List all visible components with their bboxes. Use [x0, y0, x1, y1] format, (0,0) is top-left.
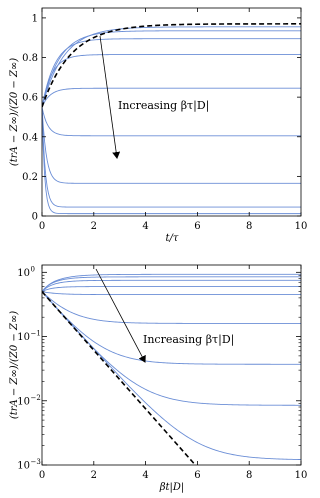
bottom-plot-y-axis-label: (trA − Z∞)/(Z0 − Z∞)	[9, 310, 20, 420]
y-tick-label: 10	[17, 396, 30, 408]
x-tick-label: 6	[194, 470, 201, 481]
y-tick-label: 0.6	[22, 92, 38, 104]
x-tick-label: 6	[194, 221, 201, 232]
y-tick-exponent: −3	[30, 458, 41, 466]
y-tick-label: 10	[17, 332, 30, 344]
y-tick-label: 0	[31, 211, 38, 223]
bottom-plot-curves	[42, 274, 301, 498]
series-line	[42, 292, 301, 295]
top-plot-ticks	[22, 8, 307, 232]
series-line	[42, 287, 301, 292]
dashed-reference-line	[42, 24, 301, 107]
y-tick-label: 0.2	[22, 171, 38, 183]
y-tick-label: 1	[31, 13, 38, 25]
x-tick-label: 0	[38, 221, 46, 232]
bottom-plot-annotation: Increasing βτ|D|	[143, 333, 235, 346]
y-tick-label: 10	[17, 267, 30, 279]
x-tick-label: 8	[246, 470, 253, 481]
top-plot-annotation: Increasing βτ|D|	[118, 99, 210, 112]
series-line	[42, 292, 301, 406]
series-line	[42, 107, 301, 214]
x-tick-label: 2	[90, 470, 97, 481]
y-tick-exponent: 0	[30, 265, 35, 274]
series-line	[42, 277, 301, 292]
dashed-reference-line	[42, 292, 301, 498]
x-tick-label: 4	[142, 470, 149, 481]
bottom-plot-x-axis-label: βt|D|	[159, 482, 185, 493]
x-tick-label: 10	[294, 470, 307, 481]
top-plot-x-axis-label: t/τ	[165, 233, 179, 244]
series-line	[42, 107, 301, 183]
top-plot-curves	[42, 24, 301, 214]
series-line	[42, 292, 301, 460]
y-tick-exponent: −1	[30, 329, 41, 338]
y-tick-label: 10	[17, 460, 30, 472]
series-line	[42, 292, 301, 324]
series-line	[42, 280, 301, 291]
bottom-plot-ticks	[17, 265, 307, 481]
series-line	[42, 292, 301, 365]
series-line	[42, 39, 301, 107]
y-tick-exponent: −2	[30, 393, 41, 402]
y-tick-label: 0.4	[22, 132, 38, 144]
bottom-plot	[9, 265, 307, 498]
x-tick-label: 0	[38, 470, 46, 481]
y-tick-label: 0.8	[22, 53, 38, 65]
x-tick-label: 2	[90, 221, 97, 232]
x-tick-label: 10	[294, 221, 307, 232]
x-tick-label: 8	[246, 221, 253, 232]
top-plot-y-axis-label: (trA − Z∞)/(Z0 − Z∞)	[9, 57, 20, 167]
x-tick-label: 4	[142, 221, 149, 232]
series-line	[42, 107, 301, 207]
top-plot	[9, 8, 307, 244]
